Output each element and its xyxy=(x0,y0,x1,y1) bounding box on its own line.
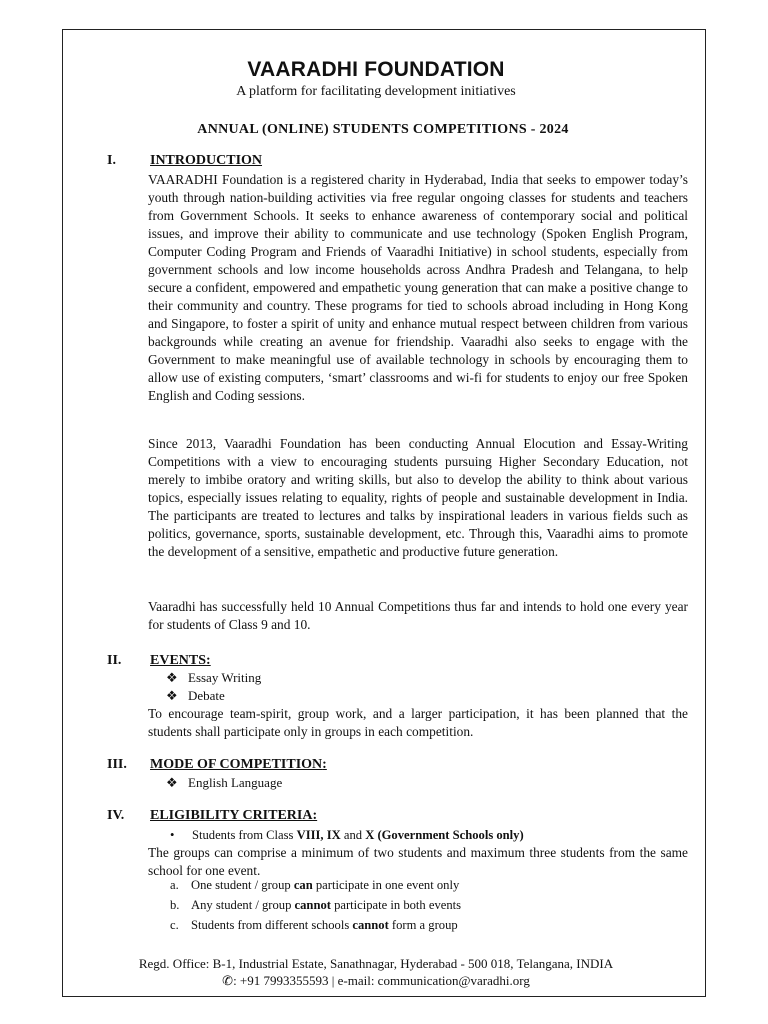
section-heading-mode: MODE OF COMPETITION: xyxy=(150,757,327,772)
diamond-bullet-icon: ❖ xyxy=(166,775,178,790)
footer-address: Regd. Office: B-1, Industrial Estate, Sanathnagar, Hyderabad - 500 018, Telangana, INDIA xyxy=(138,956,614,971)
section-heading-events: EVENTS: xyxy=(150,653,211,668)
event-item: ❖ Essay Writing xyxy=(166,670,262,685)
events-note: To encourage team-spirit, group work, and a larger participation, it has been planned that the students shall participate only in groups in each competition. xyxy=(148,706,688,739)
mode-item: ❖ English Language xyxy=(166,775,283,790)
footer-contact: ✆: +91 7993355593 | e-mail: communication@varadhi.org xyxy=(222,973,530,988)
eligibility-note: The groups can comprise a minimum of two students and maximum three students from the same school for one event. xyxy=(148,845,688,878)
rule-item: a. One student / group can participate in one event only xyxy=(170,878,460,892)
bullet-dot-icon: • xyxy=(170,828,175,842)
section-number-eligibility: IV. xyxy=(107,808,125,823)
diamond-bullet-icon: ❖ xyxy=(166,688,178,703)
section-heading-intro: INTRODUCTION xyxy=(150,153,263,168)
diamond-bullet-icon: ❖ xyxy=(166,670,178,685)
section-heading-eligibility: ELIGIBILITY CRITERIA: xyxy=(150,808,318,823)
phone-icon: ✆ xyxy=(222,973,234,988)
org-title: VAARADHI FOUNDATION xyxy=(247,58,505,81)
eligibility-item: • Students from Class VIII, IX and X (Government Schools only) xyxy=(170,828,524,842)
intro-paragraph-1: VAARADHI Foundation is a registered charity in Hyderabad, India that seeks to empower today’s youth through nation-building activities via free regular ongoing classes for students and teachers from Government Schools. It seeks to enhance awareness of contemporary social and political issues, and improve their ability to communicate and use technology (Spoken English Program, Computer Coding Program and Friends of Vaaradhi Initiative) in school students, especially from government schools and low income households across Andhra Pradesh and Telangana, to help secure a confident, empowered and empathetic young generation that can make a positive change to their community and country. These programs for tied to schools abroad including in Hong Kong and Singapore, to foster a spirit of unity and enhance mutual respect between children from various backgrounds while creating an avenue for friendship. Vaaradhi also seeks to engage with the Government to make meaningful use of available technology in schools by encouraging them to allow use of existing computers, ‘smart’ classrooms and wi-fi for students to enjoy our free Spoken English and Coding sessions. xyxy=(148,172,688,403)
intro-paragraph-2: Since 2013, Vaaradhi Foundation has been conducting Annual Elocution and Essay-Writing Competitions with a view to encouraging students pursuing Higher Secondary Education, not merely to imbibe oratory and writing skills, but also to develop the ability to think about various topics, especially issues relating to equality, rights of people and sustainable development in India. The participants are treated to lectures and talks by inspirational leaders in various fields such as politics, governance, sports, sustainable development, etc. Through this, Vaaradhi aims to promote the development of a sensitive, empathetic and productive future generation. xyxy=(148,436,688,559)
rule-item: b. Any student / group cannot participate in both events xyxy=(170,898,462,912)
intro-paragraph-3: Vaaradhi has successfully held 10 Annual Competitions thus far and intends to hold one every year for students of Class 9 and 10. xyxy=(148,599,688,632)
org-tagline: A platform for facilitating development initiatives xyxy=(236,84,516,99)
section-number-events: II. xyxy=(107,653,122,668)
section-number-mode: III. xyxy=(107,757,127,772)
rule-item: c. Students from different schools cannot form a group xyxy=(170,918,458,932)
section-number-intro: I. xyxy=(107,153,116,168)
event-item: ❖ Debate xyxy=(166,688,225,703)
competition-title: ANNUAL (ONLINE) STUDENTS COMPETITIONS - 2024 xyxy=(197,122,569,137)
